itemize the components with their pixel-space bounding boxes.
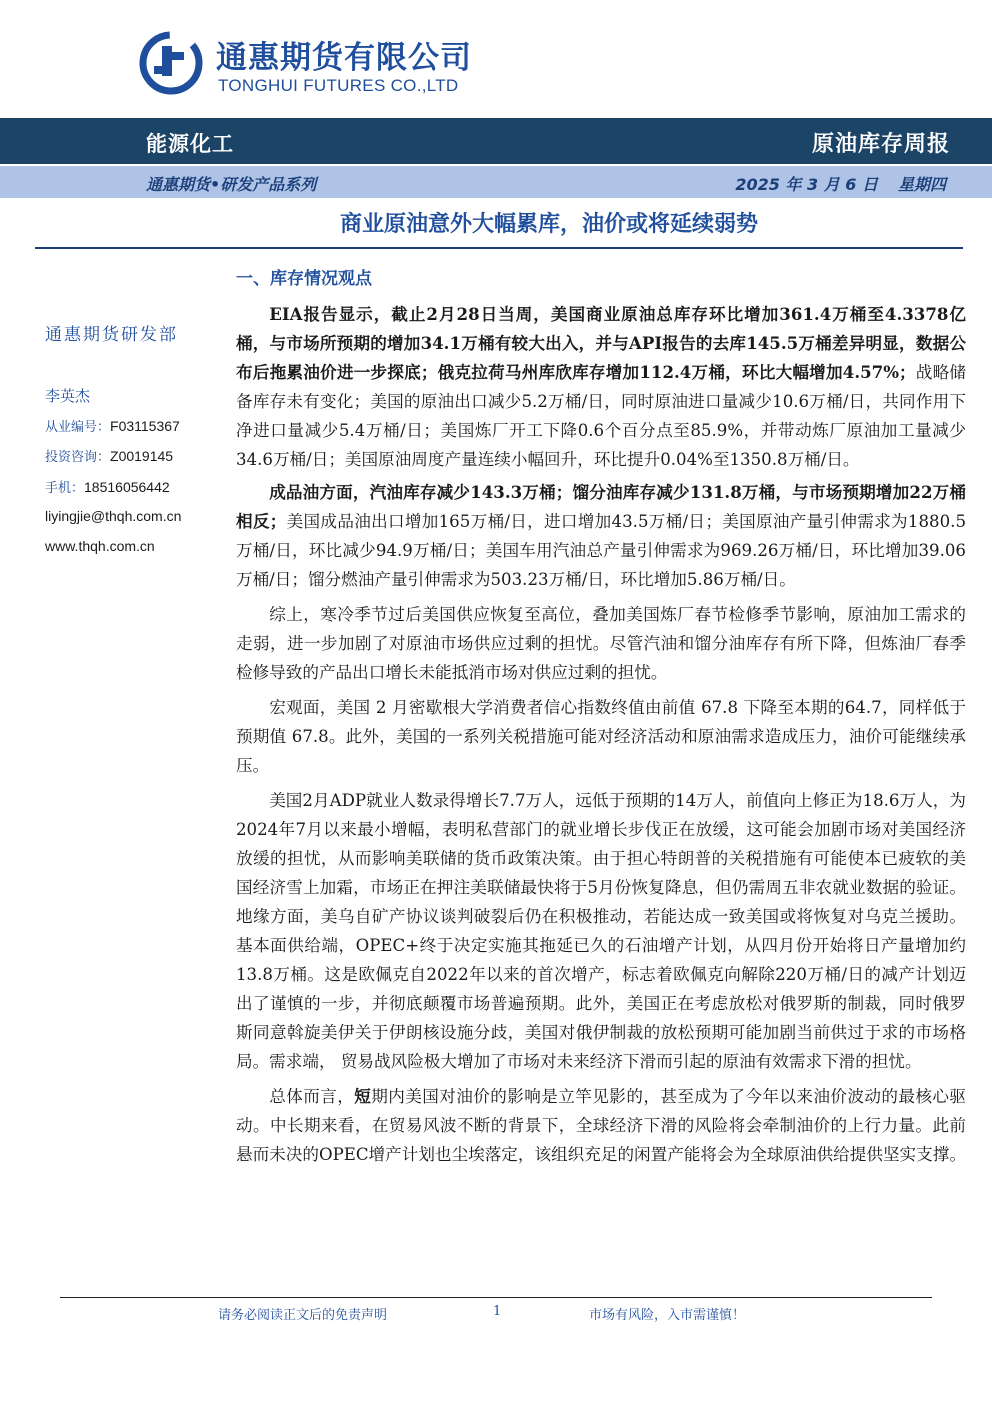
paragraph-inventory: [236, 300, 966, 474]
company-name-cn: 通惠期货有限公司: [216, 40, 472, 76]
practice-number-row: [45, 416, 180, 435]
consult-number-row: [45, 446, 173, 465]
report-title: 商业原油意外大幅累库，油价或将延续弱势: [340, 212, 759, 237]
report-type: 原油库存周报: [811, 132, 950, 157]
consult-number-label: 投资咨询：: [45, 450, 111, 465]
analyst-sidebar: [45, 320, 215, 554]
paragraph-products-bold: 成品油方面，汽油库存减少143.3万桶；馏分油库存减少131.8万桶，与市场预期增加22万桶相反；: [236, 482, 966, 531]
footer-disclaimer: 请务必阅读正文后的免责声明: [218, 1308, 388, 1323]
paragraph-products-rest: 美国成品油出口增加165万桶/日，进口增加43.5万桶/日；美国原油产量引伸需求为1880.5万桶/日，环比减少94.9万桶/日；美国车用汽油总产量引伸需求为969.26万桶/日，环比增加39.06万桶/日；馏分燃油产量引伸需求为503.23万桶/日，环比增加5.86万桶/日。: [236, 512, 966, 589]
category-label: 能源化工: [146, 132, 234, 156]
company-logo: [138, 28, 478, 98]
practice-number: F03115367: [110, 418, 180, 434]
paragraph-macro: 宏观面，美国 2 月密歇根大学消费者信心指数终值由前值 67.8 下降至本期的64.7，同样低于预期值 67.8。此外，美国的一系列关税措施可能对经济活动和原油需求造成压力，油价可能继续承压。: [236, 698, 966, 775]
analyst-name: 李英杰: [45, 387, 91, 405]
category-band: [0, 118, 992, 164]
title-divider: [35, 247, 963, 249]
paragraph-inventory-bold: EIA报告显示，截止2月28日当周，美国商业原油总库存环比增加361.4万桶至4.3378亿桶，与市场所预期的增加34.1万桶有较大出入，并与API报告的去库145.5万桶差异明显，数据公布后拖累油价进一步探底；俄克拉荷马州库欣库存增加112.4万桶，环比大幅增加4.57%；: [236, 304, 966, 382]
paragraph-summary: 综上，寒冷季节过后美国供应恢复至高位，叠加美国炼厂春节检修季节影响，原油加工需求的走弱，进一步加剧了对原油市场供应过剩的担忧。尽管汽油和馏分油库存有所下降，但炼油厂春季检修导致的产品出口增长未能抵消市场对供应过剩的担忧。: [236, 605, 966, 682]
company-name-en: TONGHUI FUTURES CO.,LTD: [218, 76, 459, 95]
series-band: [0, 166, 992, 198]
paragraph-products: [236, 478, 966, 594]
company-website[interactable]: www.thqh.com.cn: [45, 538, 155, 554]
consult-number: Z0019145: [110, 448, 174, 464]
paragraph-inventory-rest: 战略储备库存未有变化；美国的原油出口减少5.2万桶/日，同时原油进口量减少10.6万桶/日，共同作用下净进口量减少5.4万桶/日；美国炼厂开工下降0.6个百分点至85.9%，并带动炼厂原油加工量减少34.6万桶/日；美国原油周度产量连续小幅回升，环比提升0.04%至1350.8万桶/日。: [236, 363, 966, 469]
section-heading: 一、库存情况观点: [236, 269, 372, 289]
phone-label: 手机：: [45, 481, 85, 496]
department-name: 通惠期货研发部: [45, 325, 178, 345]
report-date: 2025 年 3 月 6 日: [735, 175, 878, 194]
practice-number-label: 从业编号：: [45, 420, 111, 435]
paragraph-conclusion-b: 短: [354, 1086, 372, 1106]
report-weekday: 星期四: [897, 175, 946, 194]
paragraph-conclusion: [236, 1082, 966, 1169]
report-body: [236, 300, 966, 1169]
company-logo-icon: [138, 30, 204, 96]
page-number: 1: [493, 1304, 502, 1319]
analyst-email[interactable]: liyingjie@thqh.com.cn: [45, 508, 182, 524]
phone-row: [45, 477, 170, 496]
report-date-line: [735, 172, 946, 195]
footer-divider: [60, 1297, 932, 1298]
footer-risk-warning: 市场有风险，入市需谨慎！: [589, 1308, 746, 1323]
paragraph-adp: 美国2月ADP就业人数录得增长7.7万人，远低于预期的14万人，前值向上修正为18.6万人，为2024年7月以来最小增幅，表明私营部门的就业增长步伐正在放缓，这可能会加剧市场对美国经济放缓的担忧，从而影响美联储的货币政策决策。由于担心特朗普的关税措施有可能使本已疲软的美国经济雪上加霜，市场正在押注美联储最快将于5月份恢复降息，但仍需周五非农就业数据的验证。地缘方面，美乌自矿产协议谈判破裂后仍在积极推动，若能达成一致美国或将恢复对乌克兰援助。基本面供给端，OPEC+终于决定实施其拖延已久的石油增产计划，从四月份开始将日产量增加约13.8万桶。这是欧佩克自2022年以来的首次增产，标志着欧佩克向解除220万桶/日的减产计划迈出了谨慎的一步，并彻底颠覆市场普遍预期。此外，美国正在考虑放松对俄罗斯的制裁，同时俄罗斯同意斡旋美伊关于伊朗核设施分歧，美国对俄伊制裁的放松预期可能加剧当前供过于求的市场格局。需求端， 贸易战风险极大增加了市场对未来经济下滑而引起的原油有效需求下滑的担忧。: [236, 791, 966, 1071]
phone-number: 18516056442: [84, 479, 170, 495]
paragraph-conclusion-c: 期内美国对油价的影响是立竿见影的，甚至成为了今年以来油价波动的最核心驱动。中长期来看，在贸易风波不断的背景下，全球经济下滑的风险将会牵制油价的上行力量。此前悬而未决的OPEC增产计划也尘埃落定，该组织充足的闲置产能将会为全球原油供给提供坚实支撑。: [236, 1087, 967, 1164]
series-label: 通惠期货•研发产品系列: [146, 175, 317, 194]
paragraph-conclusion-a: 总体而言，: [269, 1087, 355, 1106]
